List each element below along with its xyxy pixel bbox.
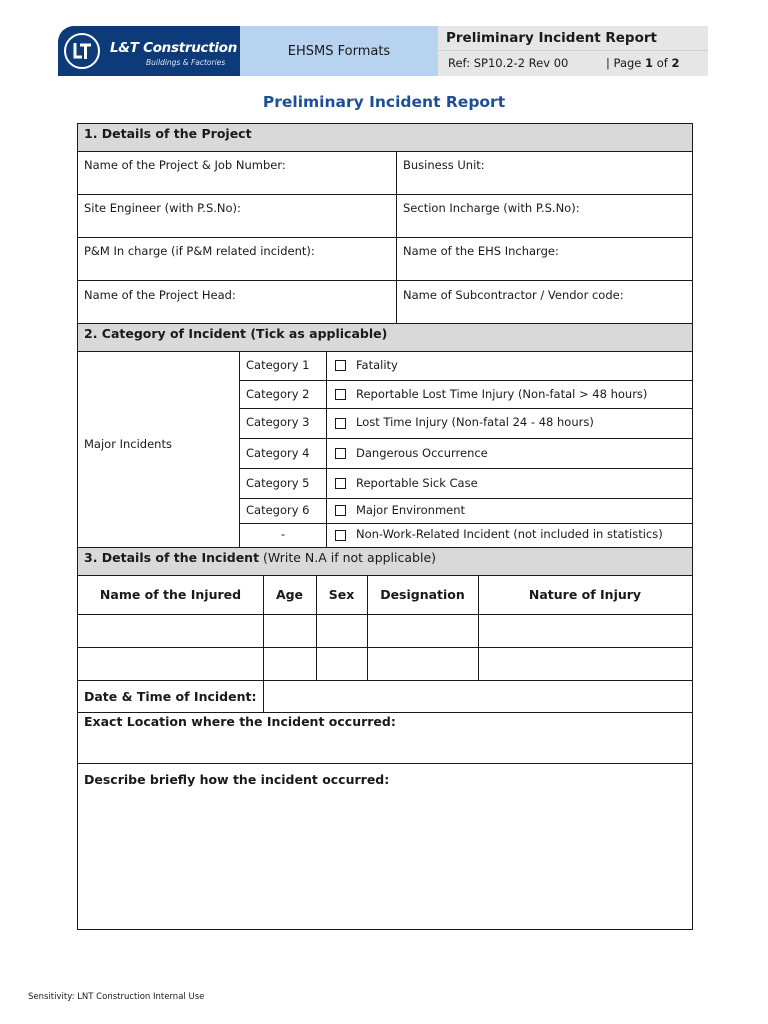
formats-text: EHSMS Formats [287, 43, 391, 59]
column-header-designation: Designation [380, 587, 465, 602]
lt-logo-icon [64, 33, 100, 69]
site-engineer-field[interactable]: Site Engineer (with P.S.No): [84, 201, 241, 215]
divider [239, 498, 692, 499]
divider [78, 280, 692, 281]
location-label: Exact Location where the Incident occurred: [84, 714, 396, 729]
divider [78, 351, 692, 352]
category-description: Fatality [356, 358, 398, 372]
page-label: Page [613, 56, 642, 70]
category-description: Dangerous Occurrence [356, 446, 488, 460]
category-label: Category 3 [246, 415, 310, 429]
category-description: Major Environment [356, 503, 466, 517]
divider [78, 194, 692, 195]
category-label: - [281, 527, 286, 541]
company-logo [58, 26, 240, 76]
category-1-checkbox[interactable] [335, 360, 346, 371]
category-description: Reportable Sick Case [356, 476, 478, 490]
divider [78, 712, 692, 713]
divider [239, 380, 692, 381]
page-total: 2 [671, 56, 680, 70]
divider [78, 763, 692, 764]
column-header-name: Name of the Injured [99, 587, 242, 602]
ehs-incharge-field[interactable]: Name of the EHS Incharge: [403, 244, 559, 258]
table-row[interactable] [78, 615, 692, 647]
project-head-field[interactable]: Name of the Project Head: [84, 288, 236, 302]
divider [326, 352, 327, 548]
divider [78, 237, 692, 238]
subcontractor-field[interactable]: Name of Subcontractor / Vendor code: [403, 288, 624, 302]
company-name: L&T Construction [110, 40, 238, 56]
describe-field[interactable] [78, 789, 692, 929]
section1-header [78, 124, 692, 152]
category-label: Category 5 [246, 476, 310, 490]
header-ref-box [438, 51, 708, 76]
section2-heading: 2. Category of Incident (Tick as applicable) [84, 326, 388, 341]
section3-header [78, 548, 692, 576]
table-row[interactable] [78, 648, 692, 680]
category-5-checkbox[interactable] [335, 478, 346, 489]
header-title-box [438, 26, 708, 51]
category-3-checkbox[interactable] [335, 418, 346, 429]
section1-heading: 1. Details of the Project [84, 126, 252, 141]
divider [78, 151, 692, 152]
project-name-field[interactable]: Name of the Project & Job Number: [84, 158, 286, 172]
category-4-checkbox[interactable] [335, 448, 346, 459]
formats-label [240, 26, 438, 76]
divider [239, 438, 692, 439]
date-time-label: Date & Time of Incident: [84, 689, 257, 704]
company-division: Buildings & Factories [146, 58, 226, 67]
divider [239, 468, 692, 469]
describe-label: Describe briefly how the incident occurred: [84, 772, 390, 787]
category-label: Category 1 [246, 358, 310, 372]
section3-note: (Write N.A if not applicable) [259, 550, 437, 565]
divider [239, 523, 692, 524]
major-incidents-label: Major Incidents [84, 437, 172, 451]
location-field[interactable] [78, 730, 692, 762]
section3-heading: 3. Details of the Incident [84, 550, 260, 565]
sensitivity-footer: Sensitivity: LNT Construction Internal Use [28, 992, 205, 1002]
divider [239, 352, 240, 548]
category-6-checkbox[interactable] [335, 505, 346, 516]
category-label: Category 4 [246, 446, 310, 460]
pm-incharge-field[interactable]: P&M In charge (if P&M related incident): [84, 244, 315, 258]
page-of: of [656, 56, 668, 70]
divider [239, 408, 692, 409]
divider [78, 575, 692, 576]
page-divider: | [606, 56, 610, 70]
reference-number: Ref: SP10.2-2 Rev 00 [448, 56, 569, 70]
header-document-title: Preliminary Incident Report [446, 30, 657, 46]
category-description: Lost Time Injury (Non-fatal 24 - 48 hours) [356, 415, 594, 429]
page-title: Preliminary Incident Report [262, 93, 506, 111]
page-indicator [606, 56, 679, 70]
category-description: Reportable Lost Time Injury (Non-fatal > 48 hours) [356, 387, 648, 401]
column-header-age: Age [275, 587, 304, 602]
category-description: Non-Work-Related Incident (not included in statistics) [356, 527, 663, 541]
incident-form [77, 123, 693, 930]
category-label: Category 2 [246, 387, 310, 401]
category-2-checkbox[interactable] [335, 389, 346, 400]
non-work-related-checkbox[interactable] [335, 530, 346, 541]
category-label: Category 6 [246, 503, 310, 517]
section2-header [78, 324, 692, 352]
date-time-field[interactable] [264, 681, 692, 713]
column-header-sex: Sex [328, 587, 355, 602]
document-header [58, 26, 708, 76]
section-incharge-field[interactable]: Section Incharge (with P.S.No): [403, 201, 580, 215]
page-current: 1 [645, 56, 654, 70]
column-header-nature-of-injury: Nature of Injury [528, 587, 642, 602]
business-unit-field[interactable]: Business Unit: [403, 158, 485, 172]
divider [396, 152, 397, 324]
